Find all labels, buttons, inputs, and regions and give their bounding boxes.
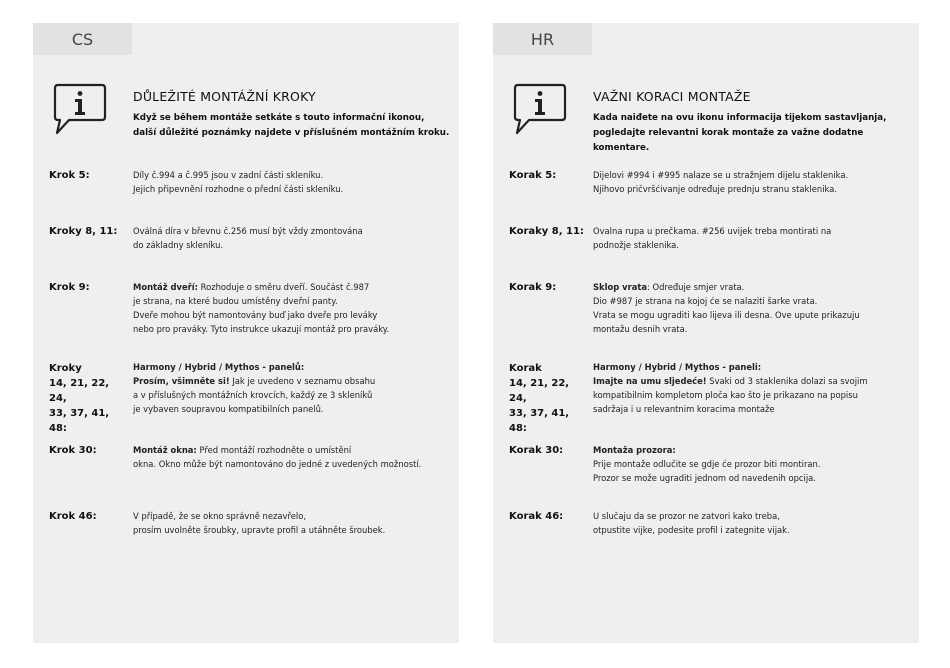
- step-label: Korak 30:: [509, 445, 564, 456]
- intro-line: Kada naiđete na ovu ikonu informacija tijekom sastavljanja,: [593, 113, 887, 123]
- step-text: Oválná díra v břevnu č.256 musí být vždy zmontována do základny skleníku.: [133, 226, 363, 250]
- intro-line: pogledajte relevantni korak montaže za važne dodatne komentare.: [593, 128, 864, 153]
- step-text: Sklop vrata: Određuje smjer vrata. Dio #987 je strana na kojoj će se nalaziti šarke vrata. Vrata se mogu ugraditi kao lijeva ili desna. Ove upute prikazuju montažu desnih vrata.: [593, 282, 860, 334]
- step-text: Harmony / Hybrid / Mythos - panelů: Prosím, všimněte si! Jak je uvedeno v seznamu obsahu a v příslušných montážních krovcích, každý ze 3 skleníků je vybaven soupravou kompatibilních panelů.: [133, 362, 376, 414]
- step-text: Montáž okna: Před montáží rozhodněte o umístění okna. Okno může být namontováno do jedné z uvedených možností.: [133, 445, 422, 469]
- step-text: Montaža prozora: Prije montaže odlučite se gdje će prozor biti montiran. Prozor se može ugraditi jednom od navedenih opcija.: [593, 445, 821, 483]
- step-text: Harmony / Hybrid / Mythos - paneli: Imajte na umu sljedeće! Svaki od 3 staklenika dolazi sa svojim kompatibilnim kompletom ploča kao što je prikazano na popisu sadržaja i u relevantnim koracima montaže: [593, 362, 868, 414]
- language-tab-hr: HR: [493, 23, 592, 55]
- step-text: U slučaju da se prozor ne zatvori kako treba, otpustite vijke, podesite profil i zategnite vijak.: [593, 511, 790, 535]
- intro-line: Když se během montáže setkáte s touto informační ikonou,: [133, 113, 425, 123]
- cs-panel: [33, 23, 459, 643]
- step-text: Montáž dveří: Rozhoduje o směru dveří. Součást č.987 je strana, na které budou umístěny dveřní panty. Dveře mohou být namontovány buď jako dveře pro leváky nebo pro praváky. Tyto instrukce ukazují montáž pro praváky.: [133, 282, 390, 334]
- intro-text: [593, 111, 913, 156]
- step-text: Díly č.994 a č.995 jsou v zadní části skleníku. Jejich připevnění rozhodne o přední části skleníku.: [133, 170, 344, 194]
- step-label: Krok 30:: [49, 445, 97, 456]
- info-icon: [51, 81, 109, 137]
- step-label: Krok 9:: [49, 282, 90, 293]
- info-icon: [511, 81, 569, 137]
- step-label: Krok 46:: [49, 511, 97, 522]
- hr-panel: [493, 23, 919, 643]
- intro-text: [133, 111, 453, 141]
- intro-line: další důležité poznámky najdete v příslušném montážním kroku.: [133, 128, 450, 138]
- step-label: Koraky 8, 11:: [509, 226, 584, 237]
- step-label: Kroky 8, 11:: [49, 226, 118, 237]
- step-label: Krok 5:: [49, 170, 90, 181]
- step-label: Korak 9:: [509, 282, 557, 293]
- step-text: Ovalna rupa u prečkama. #256 uvijek treba montirati na podnožje staklenika.: [593, 226, 832, 250]
- section-title: VAŽNI KORACI MONTAŽE: [593, 89, 751, 104]
- step-text: Dijelovi #994 i #995 nalaze se u stražnjem dijelu staklenika. Njihovo pričvršćivanje određuje prednju stranu staklenika.: [593, 170, 849, 194]
- step-label: Korak 14, 21, 22, 24, 33, 37, 41, 48:: [509, 363, 570, 434]
- section-title: DŮLEŽITÉ MONTÁŽNÍ KROKY: [133, 89, 316, 104]
- step-label: Kroky 14, 21, 22, 24, 33, 37, 41, 48:: [49, 363, 110, 434]
- step-label: Korak 46:: [509, 511, 564, 522]
- step-text: V případě, že se okno správně nezavřelo, prosím uvolněte šroubky, upravte profil a utáhněte šroubek.: [133, 511, 386, 535]
- language-tab-cs: CS: [33, 23, 132, 55]
- step-label: Korak 5:: [509, 170, 557, 181]
